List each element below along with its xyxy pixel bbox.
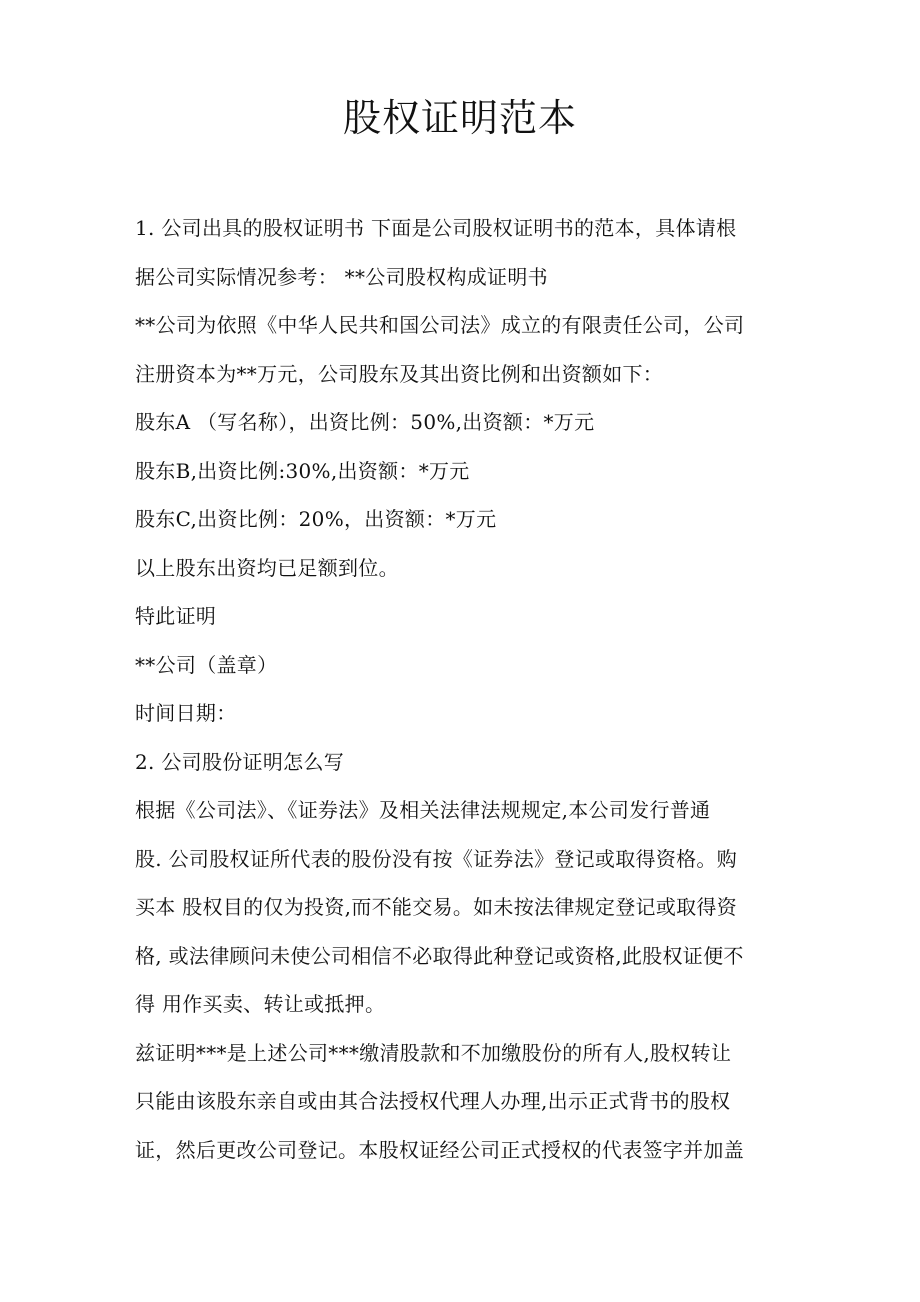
text-line: 2. 公司股份证明怎么写 bbox=[135, 749, 345, 774]
text-line: 时间日期： bbox=[135, 701, 237, 725]
text-line: 特此证明 bbox=[135, 604, 217, 628]
document-body bbox=[135, 204, 805, 1174]
text-line: 股东B,出资比例:30%,出资额：*万元 bbox=[135, 458, 470, 483]
text-line: 股东C,出资比例：20%，出资额：*万元 bbox=[135, 507, 497, 531]
text-line: **公司（盖章） bbox=[135, 652, 278, 677]
text-line: 得 用作买卖、转让或抵押。 bbox=[135, 992, 386, 1016]
text-line: 注册资本为**万元，公司股东及其出资比例和出资额如下： bbox=[135, 361, 664, 386]
document-title: 股权证明范本 bbox=[342, 96, 577, 140]
text-line: 只能由该股东亲自或由其合法授权代理人办理,出示正式背书的股权 bbox=[135, 1089, 731, 1113]
text-line: 据公司实际情况参考： **公司股权构成证明书 bbox=[135, 264, 548, 289]
text-line: 买本 股权目的仅为投资,而不能交易。如未按法律规定登记或取得资 bbox=[135, 895, 738, 919]
text-line: 1. 公司出具的股权证明书 下面是公司股权证明书的范本，具体请根 bbox=[135, 216, 737, 240]
text-line: **公司为依照《中华人民共和国公司法》成立的有限责任公司，公司 bbox=[135, 313, 745, 337]
text-line: 格, 或法律顾问未使公司相信不必取得此种登记或资格,此股权证便不 bbox=[135, 943, 744, 968]
text-line: 股东A （写名称），出资比例：50%,出资额：*万元 bbox=[135, 410, 595, 434]
text-line: 股. 公司股权证所代表的股份没有按《证券法》登记或取得资格。购 bbox=[135, 846, 738, 871]
text-line: 证，然后更改公司登记。本股权证经公司正式授权的代表签字并加盖 bbox=[135, 1137, 744, 1162]
text-line: 根据《公司法》、《证券法》及相关法律法规规定,本公司发行普通 bbox=[135, 798, 711, 822]
text-line: 兹证明***是上述公司***缴清股款和不加缴股份的所有人,股权转让 bbox=[135, 1040, 732, 1065]
text-line: 以上股东出资均已足额到位。 bbox=[135, 555, 399, 580]
